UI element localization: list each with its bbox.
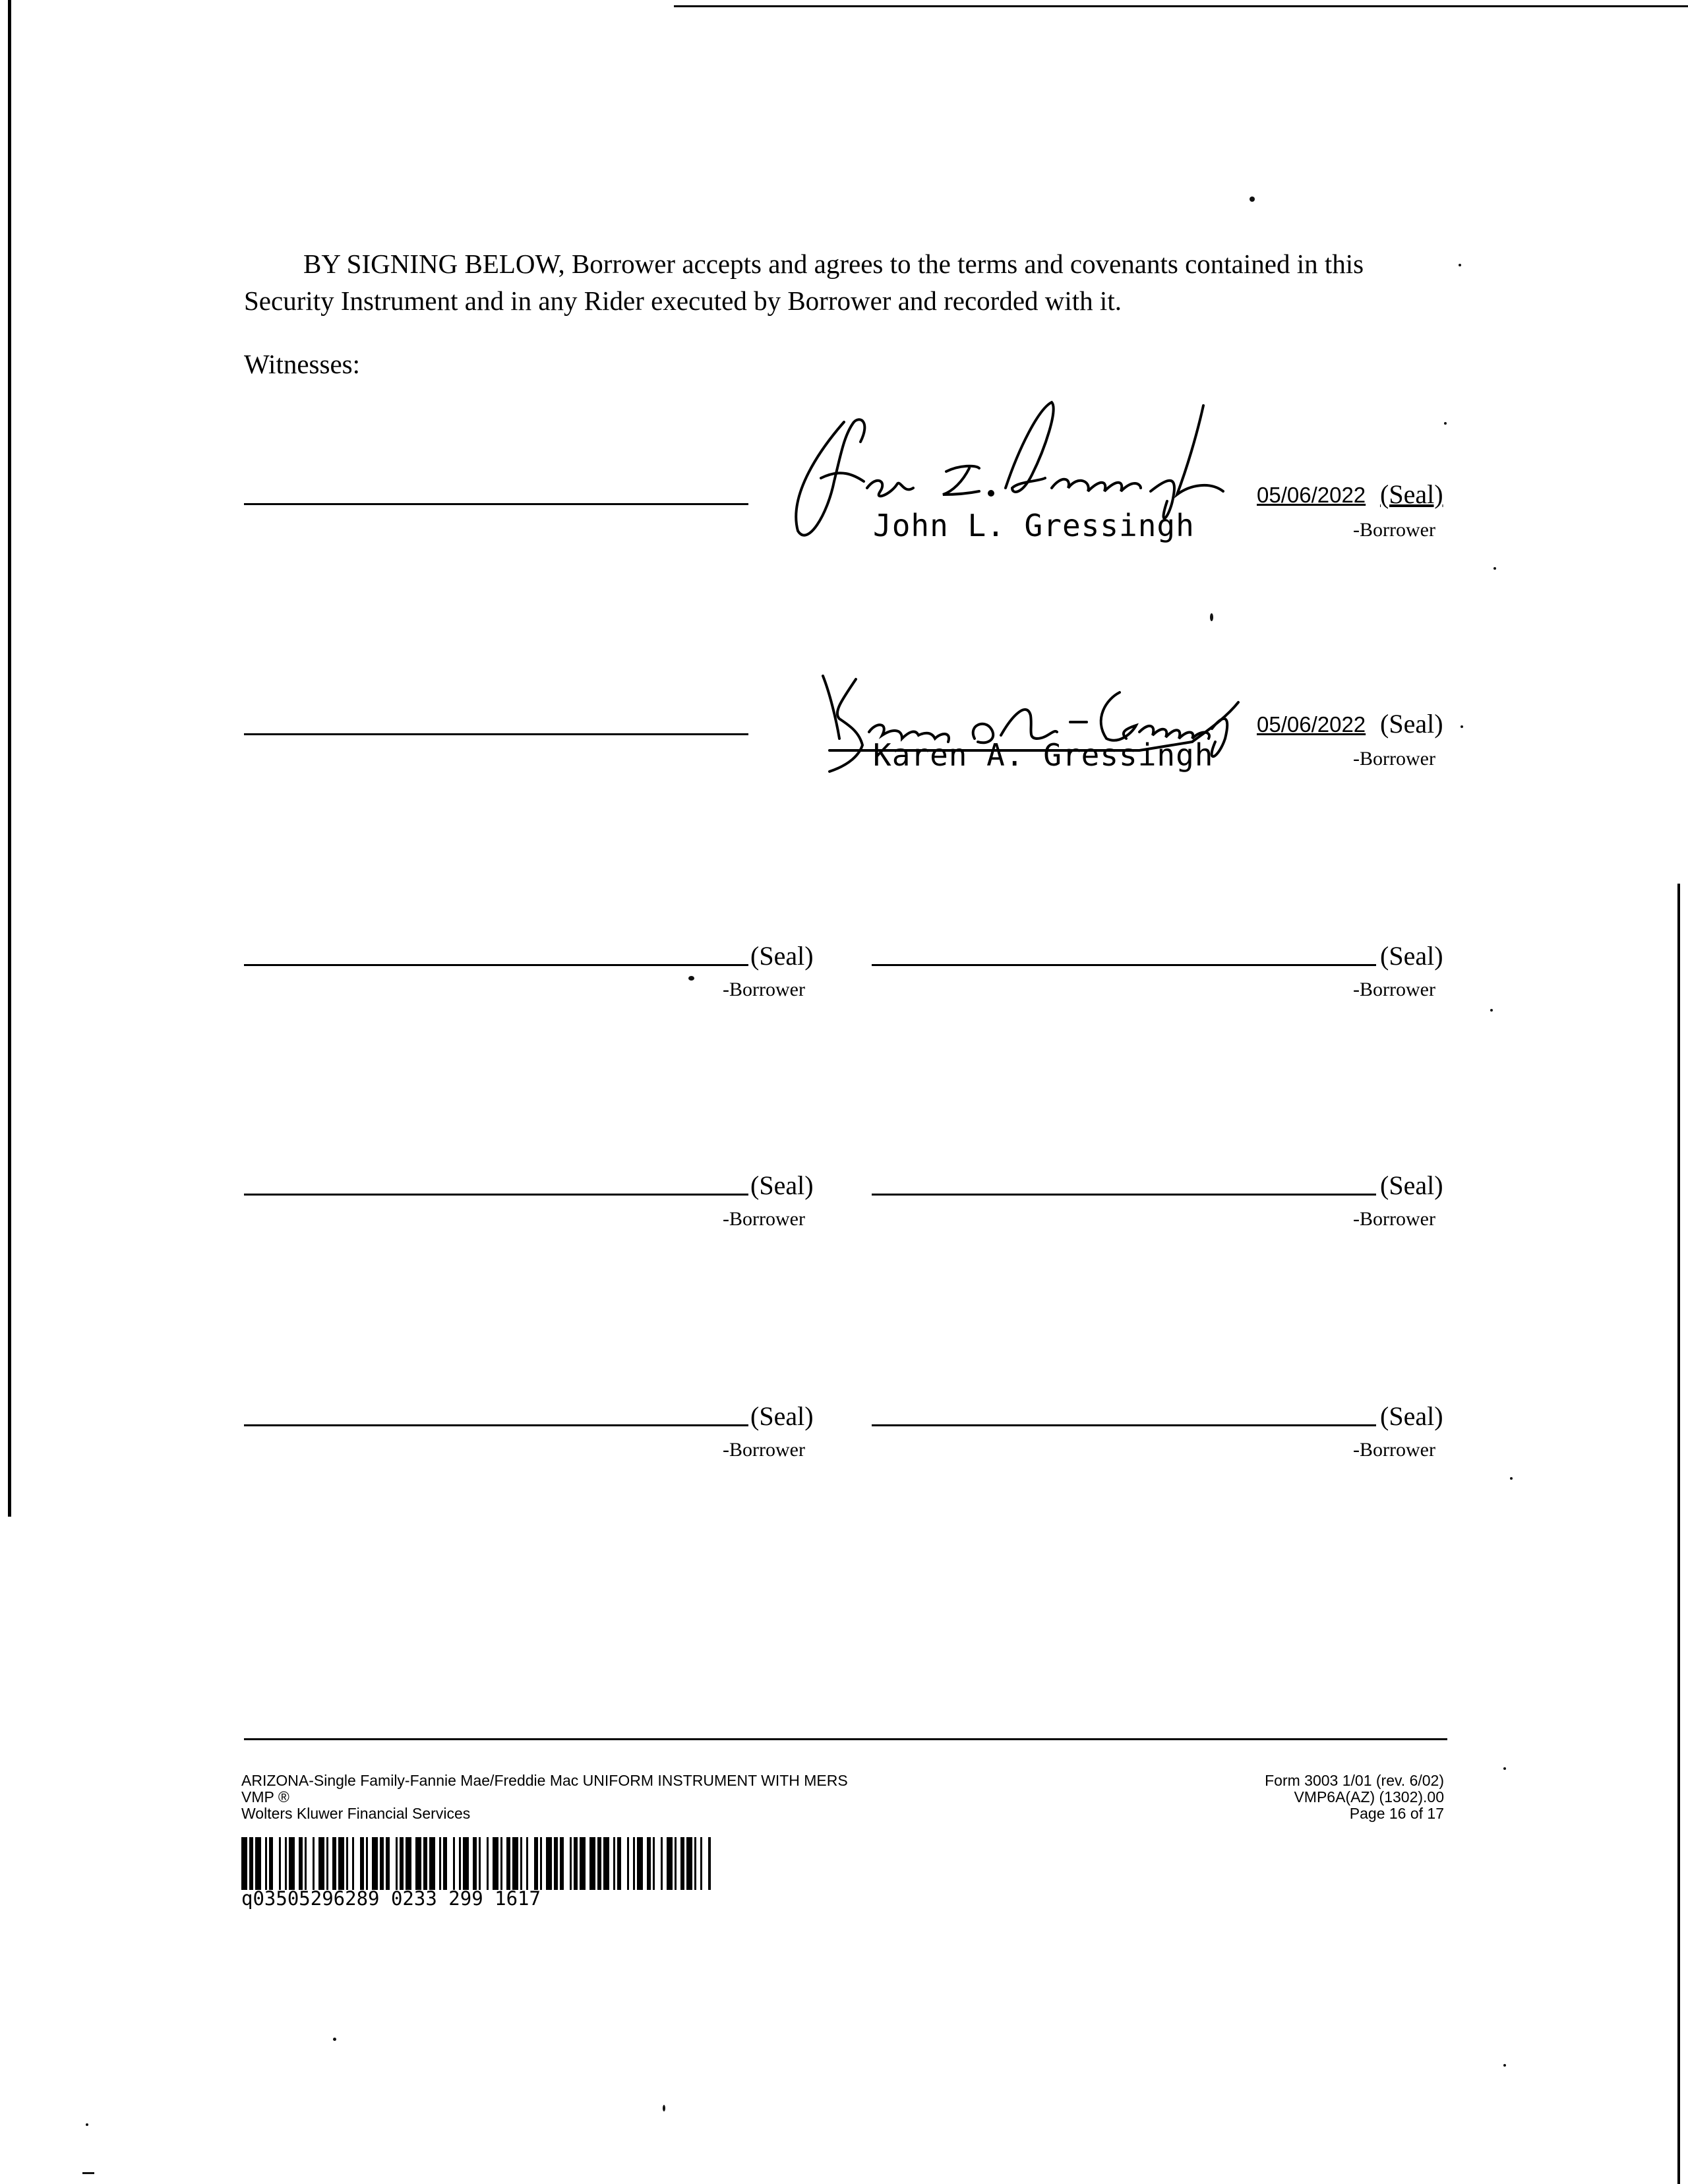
blank-signature-line xyxy=(244,964,748,966)
barcode-bar xyxy=(366,1837,368,1890)
barcode-bar xyxy=(520,1837,522,1890)
barcode-bar xyxy=(667,1837,673,1890)
barcode-bar xyxy=(360,1837,364,1890)
barcode-bar xyxy=(546,1837,552,1890)
role-label: -Borrower xyxy=(723,1439,805,1461)
barcode-bar xyxy=(443,1837,447,1890)
barcode-bar xyxy=(479,1837,481,1890)
footer-right xyxy=(1160,1773,1444,1822)
scan-speck xyxy=(1444,422,1447,425)
blank-signature-line xyxy=(244,1194,748,1196)
scan-speck xyxy=(663,2105,665,2111)
barcode-bar xyxy=(279,1837,281,1890)
scan-speck xyxy=(1459,264,1461,266)
barcode-bar xyxy=(346,1837,348,1890)
barcode-bar xyxy=(415,1837,421,1890)
scan-speck xyxy=(1210,613,1213,621)
witnesses-label: Witnesses: xyxy=(244,349,360,379)
barcode-bar xyxy=(269,1837,273,1890)
barcode-bar xyxy=(627,1837,629,1890)
scan-speck xyxy=(86,2123,88,2126)
signer-name-1: John L. Gressingh xyxy=(873,508,1195,543)
top-rule xyxy=(674,5,1688,7)
barcode-bar xyxy=(326,1837,328,1890)
barcode-bar xyxy=(396,1837,398,1890)
barcode-bar xyxy=(661,1837,663,1890)
role-label: -Borrower xyxy=(723,979,805,1000)
footer-publisher: Wolters Kluwer Financial Services xyxy=(241,1805,471,1822)
barcode-bar xyxy=(554,1837,558,1890)
role-label: -Borrower xyxy=(1353,1439,1435,1461)
scan-speck xyxy=(688,976,694,981)
barcode-bar xyxy=(439,1837,441,1890)
blank-signature-line xyxy=(244,1424,748,1426)
barcode-bar xyxy=(453,1837,455,1890)
barcode-bar xyxy=(338,1837,344,1890)
barcode-bar xyxy=(249,1837,253,1890)
seal-label-2: (Seal) xyxy=(1380,709,1443,739)
signer-date-2: 05/06/2022 xyxy=(1257,712,1366,737)
barcode-bar xyxy=(241,1837,247,1890)
scan-speck xyxy=(1250,197,1255,202)
barcode-bar xyxy=(506,1837,510,1890)
role-label: -Borrower xyxy=(1353,1208,1435,1230)
barcode-bar xyxy=(540,1837,542,1890)
footer-form-title: ARIZONA-Single Family-Fannie Mae/Freddie Mac UNIFORM INSTRUMENT WITH MERS xyxy=(241,1772,848,1789)
scan-edge-right xyxy=(1677,884,1680,2184)
barcode-bar xyxy=(429,1837,435,1890)
barcode-bar xyxy=(380,1837,384,1890)
barcode-bar xyxy=(400,1837,404,1890)
scan-edge-left xyxy=(8,0,11,1517)
barcode-bar xyxy=(423,1837,427,1890)
barcode-bar xyxy=(463,1837,469,1890)
scan-speck xyxy=(1490,1009,1493,1012)
barcode-bar xyxy=(589,1837,595,1890)
seal-label: (Seal) xyxy=(1380,1401,1443,1431)
barcode-bar xyxy=(653,1837,655,1890)
footer-form-number: Form 3003 1/01 (rev. 6/02) xyxy=(1265,1772,1444,1789)
barcode-bar xyxy=(493,1837,498,1890)
barcode-bar xyxy=(580,1837,586,1890)
barcode-bar xyxy=(265,1837,267,1890)
barcode-bar xyxy=(534,1837,538,1890)
scan-speck xyxy=(1510,1477,1513,1480)
barcode-bar xyxy=(613,1837,615,1890)
barcode-bar xyxy=(289,1837,295,1890)
barcode-bar xyxy=(694,1837,696,1890)
blank-signature-line xyxy=(872,1424,1376,1426)
witness-line-1 xyxy=(244,503,748,505)
barcode-bar xyxy=(680,1837,684,1890)
footer-rule xyxy=(244,1738,1447,1740)
signing-statement: BY SIGNING BELOW, Borrower accepts and agrees to the terms and covenants contained in this Security Instrument and in any Rider executed by Borrower and recorded with it. xyxy=(244,249,1364,316)
barcode-bar xyxy=(406,1837,411,1890)
role-label-1: -Borrower xyxy=(1353,519,1435,541)
barcode-bar xyxy=(473,1837,477,1890)
barcode-bar xyxy=(574,1837,578,1890)
role-label: -Borrower xyxy=(723,1208,805,1230)
scan-speck xyxy=(1493,567,1496,570)
barcode-bar xyxy=(459,1837,461,1890)
barcode-bar xyxy=(372,1837,378,1890)
barcode-bar xyxy=(617,1837,621,1890)
signer-name-2: Karen A. Gressingh xyxy=(873,737,1214,773)
barcode-bar xyxy=(708,1837,711,1890)
blank-signature-line xyxy=(872,1194,1376,1196)
barcode-bar xyxy=(637,1837,643,1890)
scan-speck xyxy=(1503,1767,1506,1770)
barcode-number: q03505296289 0233 299 1617 xyxy=(241,1887,541,1910)
document-barcode xyxy=(241,1837,711,1890)
barcode-bar xyxy=(352,1837,354,1890)
barcode-bar xyxy=(255,1837,261,1890)
scan-speck xyxy=(82,2172,94,2174)
seal-label: (Seal) xyxy=(750,941,814,971)
barcode-bar xyxy=(700,1837,702,1890)
seal-label: (Seal) xyxy=(750,1401,814,1431)
signer-date-1: 05/06/2022 xyxy=(1257,483,1366,507)
barcode-bar xyxy=(512,1837,518,1890)
barcode-bar xyxy=(305,1837,307,1890)
barcode-bar xyxy=(675,1837,677,1890)
barcode-bar xyxy=(313,1837,315,1890)
barcode-bar xyxy=(526,1837,528,1890)
footer-left xyxy=(241,1773,848,1822)
seal-label: (Seal) xyxy=(1380,1170,1443,1200)
barcode-bar xyxy=(487,1837,489,1890)
scan-speck xyxy=(1461,725,1463,728)
barcode-bar xyxy=(560,1837,564,1890)
blank-signature-line xyxy=(872,964,1376,966)
witness-line-2 xyxy=(244,733,748,735)
barcode-bar xyxy=(603,1837,609,1890)
role-label: -Borrower xyxy=(1353,979,1435,1000)
barcode-bar xyxy=(285,1837,287,1890)
barcode-bar xyxy=(500,1837,502,1890)
footer-vmp: VMP ® xyxy=(241,1788,289,1805)
barcode-bar xyxy=(332,1837,336,1890)
barcode-bar xyxy=(633,1837,635,1890)
seal-label: (Seal) xyxy=(1380,941,1443,971)
scan-speck xyxy=(1503,2064,1506,2067)
page-number: Page 16 of 17 xyxy=(1349,1805,1444,1822)
barcode-bar xyxy=(318,1837,324,1890)
scan-speck xyxy=(333,2038,336,2041)
barcode-bar xyxy=(299,1837,303,1890)
seal-label-1: (Seal) xyxy=(1380,479,1443,509)
barcode-bar xyxy=(647,1837,651,1890)
barcode-bar xyxy=(570,1837,572,1890)
seal-label: (Seal) xyxy=(750,1170,814,1200)
barcode-bar xyxy=(686,1837,692,1890)
role-label-2: -Borrower xyxy=(1353,748,1435,770)
barcode-bar xyxy=(597,1837,601,1890)
barcode-bar xyxy=(386,1837,390,1890)
footer-form-code: VMP6A(AZ) (1302).00 xyxy=(1294,1788,1444,1805)
